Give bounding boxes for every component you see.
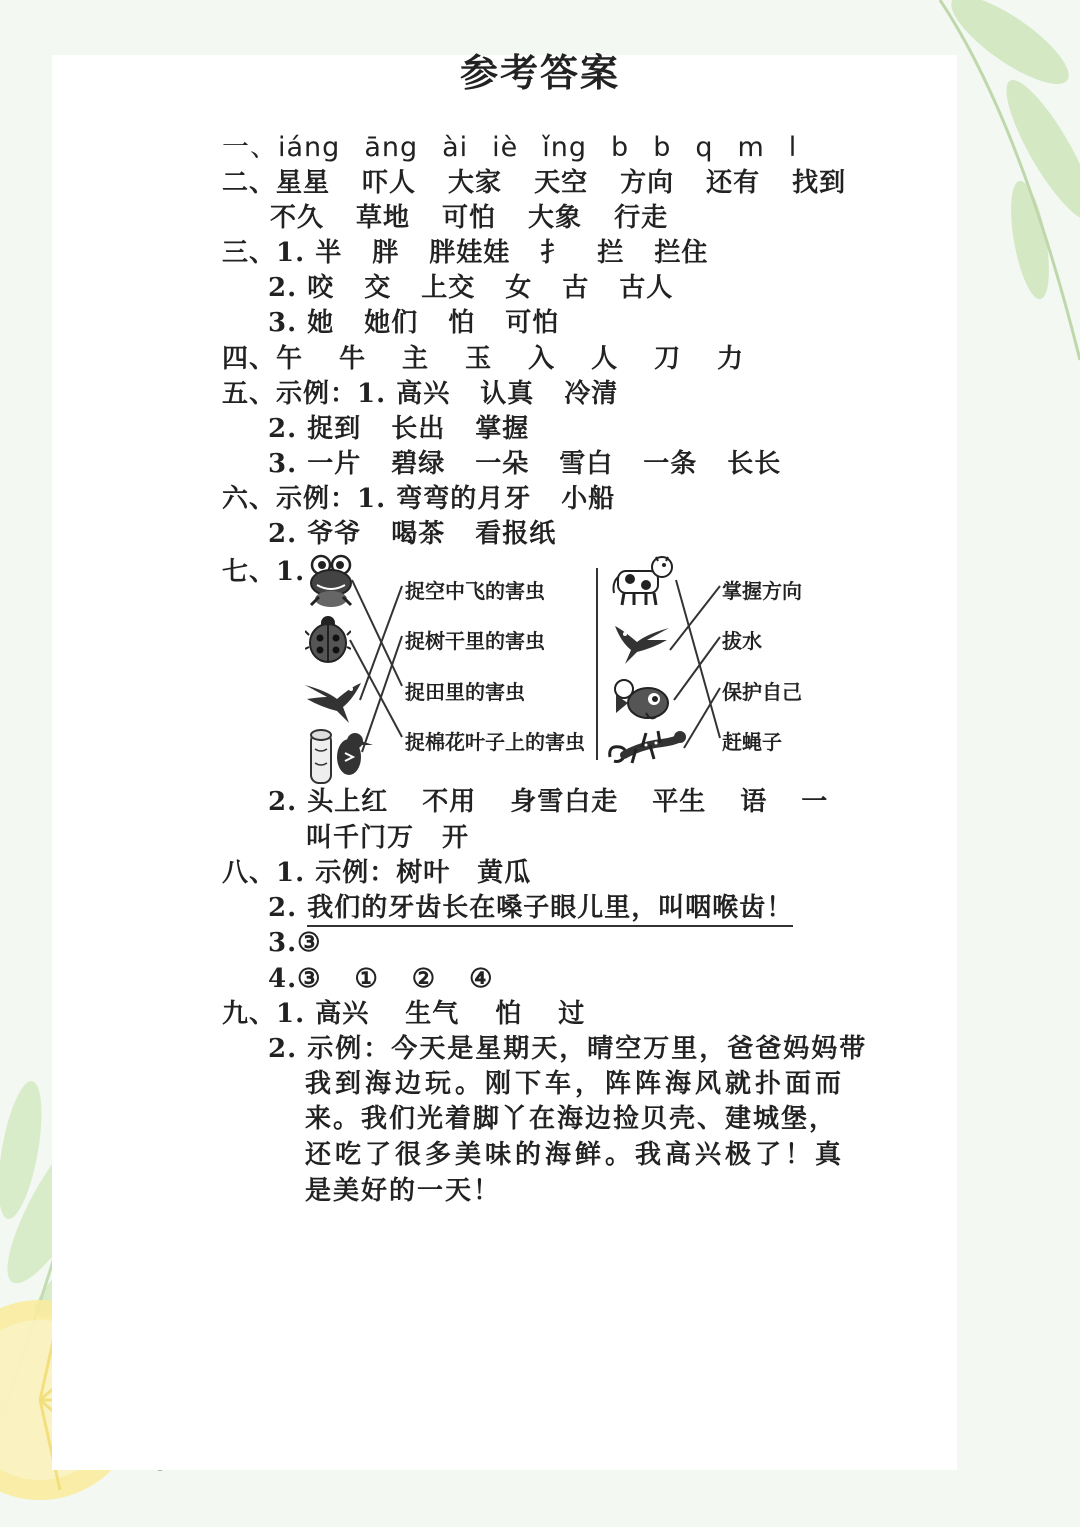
answer-item: 拦 (597, 238, 625, 268)
answer-item: āng (364, 132, 419, 163)
answer-item: 主 (402, 344, 430, 374)
answer-item: 高兴 (396, 379, 451, 409)
q8-answer-3: ③ (297, 928, 322, 958)
q7-left-label-4: 捉棉花叶子上的害虫 (405, 730, 585, 754)
q6-sub-number: 2. (268, 519, 298, 549)
q6-prefix: 示例： (276, 484, 358, 514)
q2-number: 二、 (222, 168, 277, 198)
answer-item: 身雪白走 (510, 787, 619, 817)
q1-number: 一、 (222, 132, 278, 163)
answer-item: 掌握 (475, 414, 530, 444)
answer-item: 扌 (540, 238, 568, 268)
answer-item: 吓人 (362, 168, 417, 198)
answer-item: 怕 (448, 308, 476, 338)
answer-item: 不久 (270, 203, 325, 233)
answer-item: 天空 (534, 168, 589, 198)
q9-essay-line-1: 示例：今天是星期天，晴空万里，爸爸妈妈带 (307, 1034, 868, 1064)
page-title: 参考答案 (459, 51, 620, 95)
answer-item: 长长 (727, 449, 782, 479)
answer-item: 捉到 (307, 414, 362, 444)
answer-item: 可怕 (505, 308, 560, 338)
answer-item: 大象 (528, 203, 583, 233)
answer-item: 爷爷 (307, 519, 362, 549)
match-line-woodpecker (362, 636, 402, 752)
match-line-swallow-right (670, 586, 720, 650)
answer-item: 半 (315, 238, 343, 268)
answer-item: iáng (278, 132, 341, 163)
answer-item: 咬 (307, 273, 335, 303)
q5-sub-number: 2. (268, 414, 298, 444)
answer-item: 不用 (422, 787, 477, 817)
answer-item: l (788, 132, 798, 163)
q7-right-label-2: 拔水 (722, 629, 762, 653)
q9-number: 九、 (222, 999, 277, 1029)
answer-item: 人 (591, 344, 619, 374)
answer-item: 碧绿 (391, 449, 446, 479)
q7-right-label-4: 赶蝇子 (722, 730, 782, 754)
answer-item: 方向 (620, 168, 675, 198)
q3-number: 三、 (222, 238, 277, 268)
answer-item: 怕 (495, 999, 523, 1029)
answer-item: 还有 (706, 168, 761, 198)
q8-answer-1: 示例：树叶 黄瓜 (315, 858, 532, 888)
answer-item: 一条 (643, 449, 698, 479)
q8-sub-number: 1. (276, 858, 306, 888)
q9-essay-line-3: 来。我们光着脚丫在海边捡贝壳、建城堡， (305, 1104, 838, 1134)
answer-item: 力 (717, 344, 745, 374)
answer-item: 行走 (614, 203, 669, 233)
q5-number: 五、 (222, 379, 277, 409)
answer-item: 可怕 (442, 203, 497, 233)
q8-sub-number: 3. (268, 928, 298, 958)
q9-essay-line-2: 我到海边玩。刚下车，阵阵海风就扑面而 (305, 1069, 846, 1099)
q7-right-label-1: 掌握方向 (722, 579, 802, 603)
q3-sub-number: 2. (268, 273, 298, 303)
q7-left-label-3: 捉田里的害虫 (405, 680, 525, 704)
answer-item: 冷清 (564, 379, 619, 409)
answer-item: 女 (505, 273, 533, 303)
answer-item: b (653, 132, 672, 163)
q3-sub-number: 1. (276, 238, 306, 268)
answer-item: m (737, 132, 765, 163)
answer-item: 头上红 (307, 787, 389, 817)
answer-item: 午 (276, 344, 304, 374)
q7-left-label-1: 捉空中飞的害虫 (405, 579, 545, 603)
answer-item: 她 (307, 308, 335, 338)
q7-left-label-2: 捉树干里的害虫 (405, 629, 545, 653)
answer-item: 刀 (654, 344, 682, 374)
answer-item: 平生 (652, 787, 707, 817)
answer-item: 胖 (372, 238, 400, 268)
answer-item: 星星 (276, 168, 331, 198)
q7-sub-number: 1. (276, 557, 306, 587)
match-line-cow (676, 580, 720, 738)
match-line-fish (674, 637, 720, 700)
answer-item: 生气 (405, 999, 460, 1029)
answer-item: 喝茶 (391, 519, 446, 549)
answer-item: 过 (558, 999, 586, 1029)
answer-item: 一朵 (475, 449, 530, 479)
answer-item: 她们 (364, 308, 419, 338)
answer-item: 玉 (465, 344, 493, 374)
answer-item: iè (492, 132, 519, 163)
answer-item: 叫千门万 (306, 823, 415, 853)
q7-right-label-3: 保护自己 (722, 680, 802, 704)
answer-item: 找到 (792, 168, 847, 198)
answer-item: 弯弯的月牙 (396, 484, 532, 514)
q9-sub-number: 1. (276, 999, 306, 1029)
q4-number: 四、 (222, 344, 277, 374)
answer-item: 看报纸 (475, 519, 557, 549)
q8-sub-number: 2. (268, 893, 298, 923)
answer-item: 小船 (561, 484, 616, 514)
q5-prefix: 示例： (276, 379, 358, 409)
match-line-swallow (360, 586, 402, 700)
answer-item: 古人 (619, 273, 674, 303)
q9-essay-line-4: 还吃了很多美味的海鲜。我高兴极了！真 (305, 1140, 846, 1170)
answer-item: 雪白 (559, 449, 614, 479)
answer-item: 胖娃娃 (429, 238, 511, 268)
answer-item: ài (442, 132, 469, 163)
answer-item: 入 (528, 344, 556, 374)
q6-number: 六、 (222, 484, 277, 514)
answer-item: 高兴 (315, 999, 370, 1029)
answer-item: 认真 (480, 379, 535, 409)
q8-sub-number: 4. (268, 964, 298, 994)
answer-item: 拦住 (654, 238, 709, 268)
q8-answer-2: 我们的牙齿长在嗓子眼儿里，叫咽喉齿！ (307, 893, 793, 927)
q6-sub-number: 1. (357, 484, 387, 514)
answer-item: b (611, 132, 630, 163)
q7-number: 七、 (222, 557, 277, 587)
answer-item: 大家 (448, 168, 503, 198)
answer-item: 交 (364, 273, 392, 303)
answer-item: 古 (562, 273, 590, 303)
answer-item: 一片 (307, 449, 362, 479)
q5-sub-number: 1. (357, 379, 387, 409)
q3-sub-number: 3. (268, 308, 298, 338)
q8-number: 八、 (222, 858, 277, 888)
q8-answer-4: ③ ① ② ④ (297, 964, 497, 994)
q9-sub-number-2: 2. (268, 1034, 298, 1064)
answer-item: 牛 (339, 344, 367, 374)
q7-sub-number-2: 2. (268, 787, 298, 817)
match-line-frog (352, 580, 402, 686)
q5-sub-number: 3. (268, 449, 298, 479)
answer-item: 语 (740, 787, 768, 817)
answer-item: 长出 (391, 414, 446, 444)
answer-item: 开 (442, 823, 470, 853)
q9-essay-line-5: 是美好的一天！ (305, 1176, 502, 1206)
answer-item: q (695, 132, 714, 163)
answer-item: 草地 (356, 203, 411, 233)
answer-item: ǐng (542, 132, 588, 163)
answer-item: 一 (801, 787, 829, 817)
answer-item: 上交 (421, 273, 476, 303)
